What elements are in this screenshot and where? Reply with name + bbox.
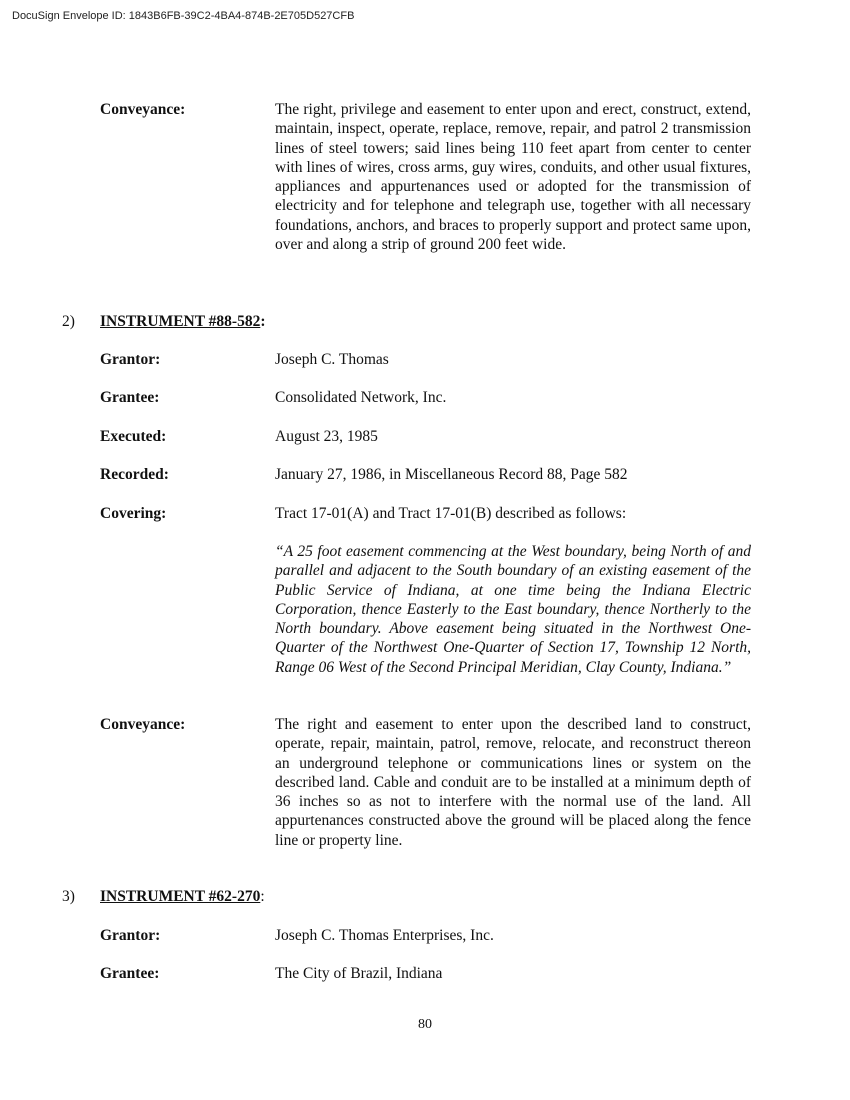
recorded-value-2: January 27, 1986, in Miscellaneous Record 88, Page 582 [275, 466, 628, 483]
grantee-value-3: The City of Brazil, Indiana [275, 965, 443, 982]
grantor-value-2: Joseph C. Thomas [275, 351, 389, 368]
conveyance-label-1: Conveyance: [100, 101, 186, 118]
instrument-heading-3-colon: : [260, 888, 265, 905]
instrument-heading-3 [100, 887, 265, 906]
instrument-heading-2-text: INSTRUMENT #88-582 [100, 313, 261, 330]
legal-description-quote: “A 25 foot easement commencing at the West boundary, being North of and parallel and adjacent to the South boundary of an existing easement of the Public Service of Indiana, at one time being the Indiana Electric Corporation, thence Easterly to the East boundary, thence Northerly to the North boundary. Above easement being situated in the Northwest One-Quarter of the Northwest One-Quarter of Section 17, Township 12 North, Range 06 West of the Second Principal Meridian, Clay County, Indiana.” [275, 543, 751, 676]
recorded-label-2: Recorded: [100, 466, 169, 483]
conveyance-text-2: The right and easement to enter upon the described land to construct, operate, repair, maintain, patrol, remove, relocate, and reconstruct thereon an underground telephone or communications lines or system on the described land. Cable and conduit are to be installed at a minimum depth of 36 inches so as not to interfere with the normal use of the land. All appurtenances constructed above the ground will be placed along the fence line or property line. [275, 716, 751, 849]
covering-value-2: Tract 17-01(A) and Tract 17-01(B) described as follows: [275, 505, 627, 522]
covering-label-2: Covering: [100, 505, 167, 522]
instrument-heading-2-colon: : [260, 313, 266, 330]
conveyance-label-2: Conveyance: [100, 716, 186, 733]
instrument-heading-3-text: INSTRUMENT #62-270 [100, 888, 261, 905]
page-number: 80 [418, 1017, 432, 1032]
executed-value-2: August 23, 1985 [275, 428, 378, 445]
grantor-label-3: Grantor: [100, 927, 161, 944]
conveyance-text-1: The right, privilege and easement to enter upon and erect, construct, extend, maintain, inspect, operate, replace, remove, repair, and patrol 2 transmission lines of steel towers; said lines being 110 feet apart from center to center with lines of wires, cross arms, guy wires, conduits, and other usual fixtures, appliances and appurtenances used or adopted for the transmission of electricity and for telephone and telegraph use, together with all necessary foundations, anchors, and braces to properly support and protect same upon, over and along a strip of ground 200 feet wide. [275, 101, 751, 254]
grantee-label-2: Grantee: [100, 389, 160, 406]
grantor-value-3: Joseph C. Thomas Enterprises, Inc. [275, 927, 494, 944]
docusign-envelope-id: DocuSign Envelope ID: 1843B6FB-39C2-4BA4-874B-2E705D527CFB [12, 10, 355, 22]
grantee-value-2: Consolidated Network, Inc. [275, 389, 447, 406]
grantee-label-3: Grantee: [100, 965, 160, 982]
instrument-heading-2 [100, 312, 266, 331]
section-number-2: 2) [62, 313, 75, 330]
executed-label-2: Executed: [100, 428, 167, 445]
section-number-3: 3) [62, 888, 75, 905]
grantor-label-2: Grantor: [100, 351, 161, 368]
